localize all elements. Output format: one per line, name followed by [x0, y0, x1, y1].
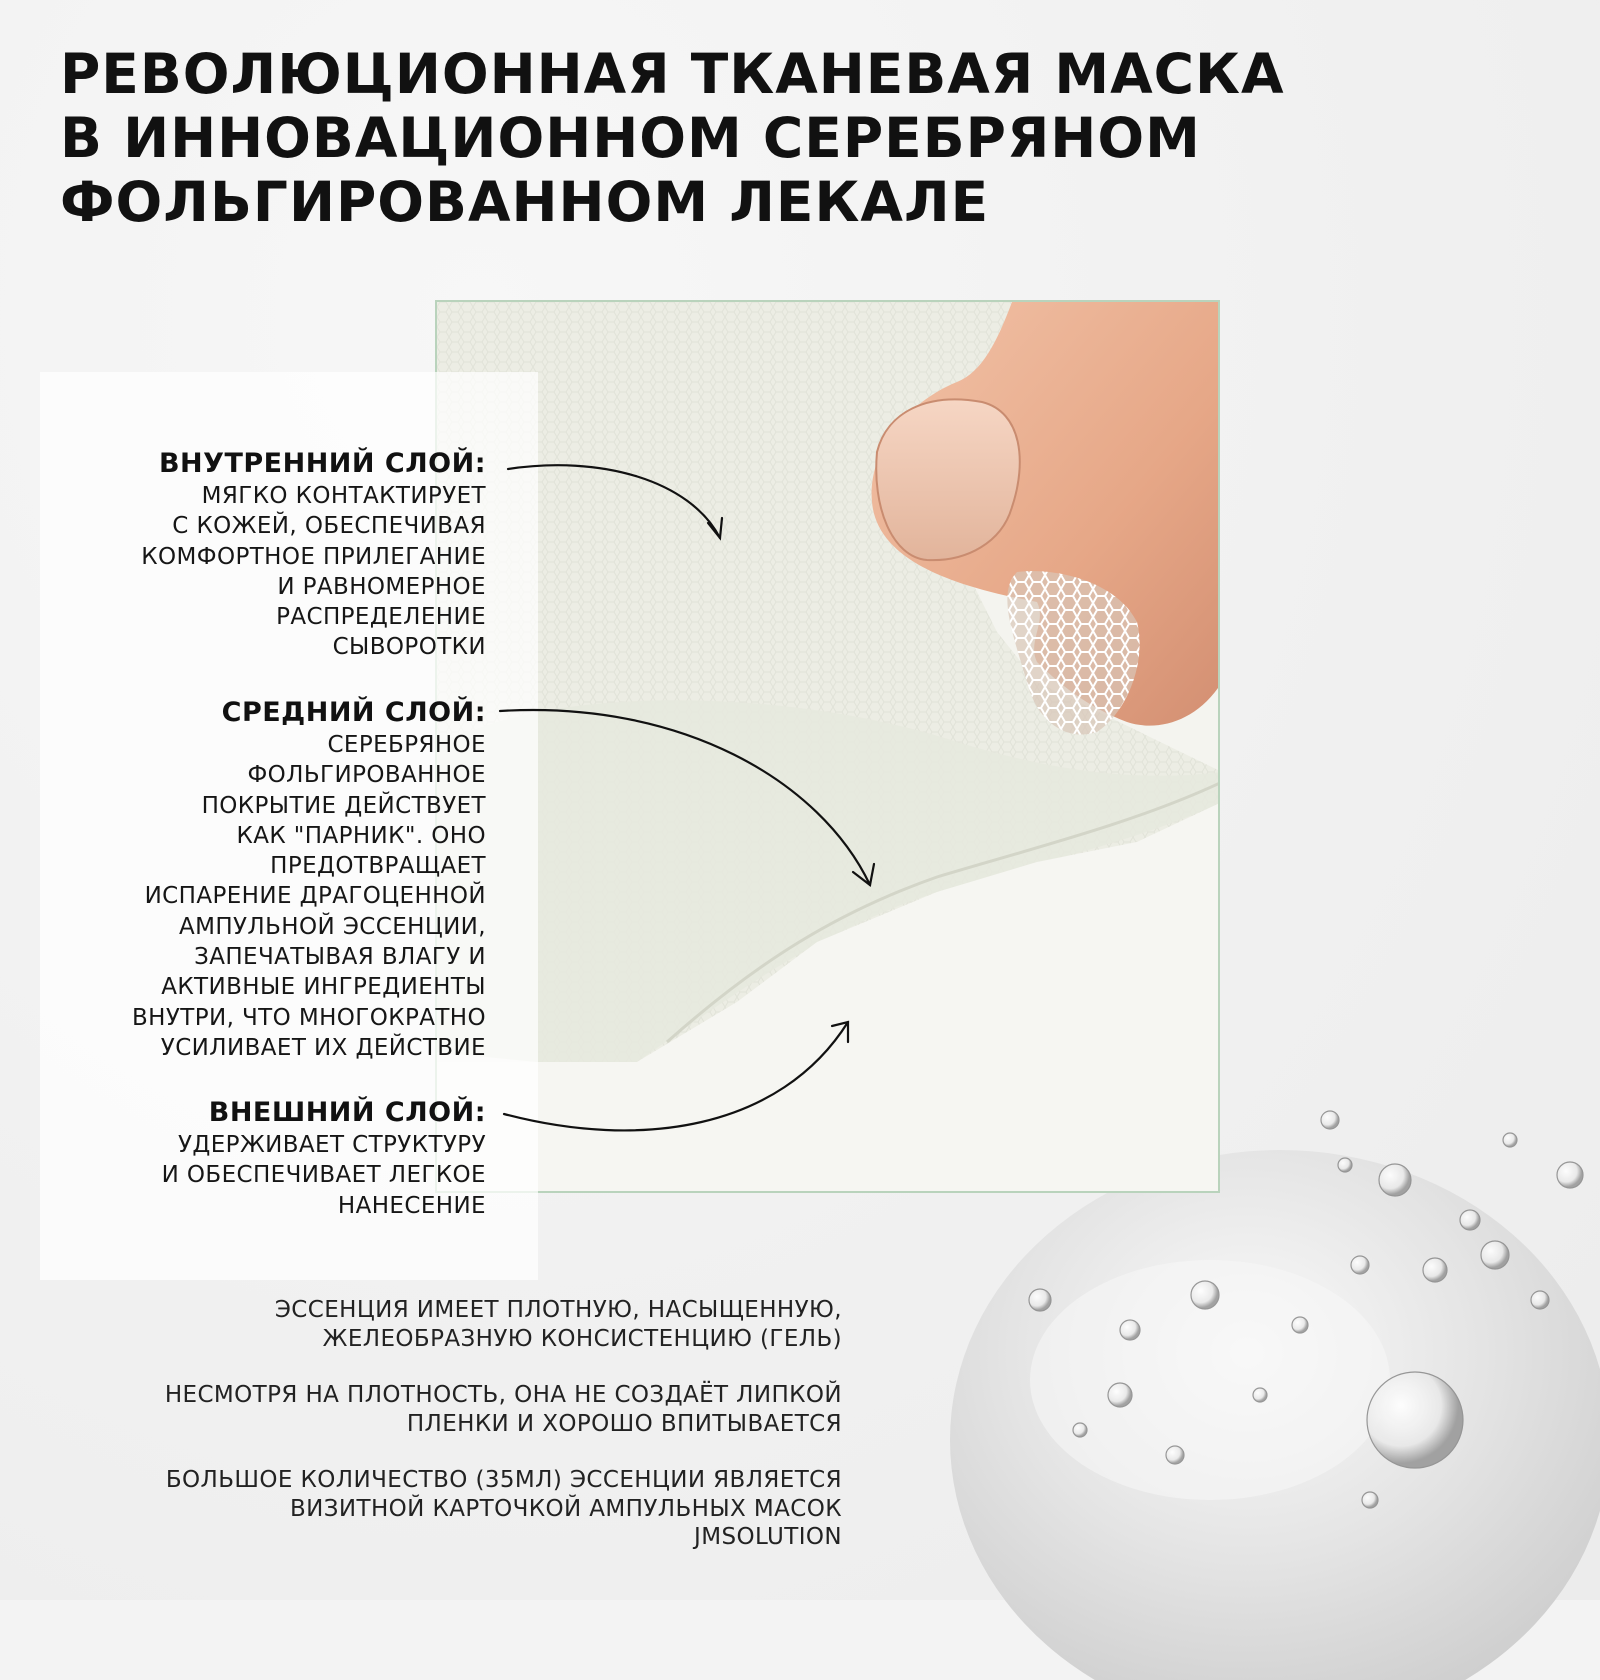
- note-consistency: ЭССЕНЦИЯ ИМЕЕТ ПЛОТНУЮ, НАСЫЩЕННУЮ, ЖЕЛЕОБРАЗНУЮ КОНСИСТЕНЦИЮ (ГЕЛЬ): [274, 1297, 842, 1352]
- title-line-2: В ИННОВАЦИОННОМ СЕРЕБРЯНОМ: [60, 106, 1201, 170]
- title-line-3: ФОЛЬГИРОВАННОМ ЛЕКАЛЕ: [60, 170, 990, 234]
- middle-layer-block: [46, 696, 486, 1063]
- mask-photo-frame: [435, 300, 1220, 1193]
- essence-notes: [82, 1296, 842, 1580]
- inner-layer-title: ВНУТРЕННИЙ СЛОЙ:: [158, 448, 486, 479]
- inner-layer-description: МЯГКО КОНТАКТИРУЕТ С КОЖЕЙ, ОБЕСПЕЧИВАЯ КОМФОРТНОЕ ПРИЛЕГАНИЕ И РАВНОМЕРНОЕ РАСПРЕДЕЛЕНИЕ СЫВОРОТКИ: [141, 483, 486, 661]
- inner-layer-block: [46, 447, 486, 663]
- mask-layers-photo: [437, 302, 1220, 1193]
- outer-layer-title: ВНЕШНИЙ СЛОЙ:: [208, 1097, 486, 1128]
- middle-layer-description: СЕРЕБРЯНОЕ ФОЛЬГИРОВАННОЕ ПОКРЫТИЕ ДЕЙСТВУЕТ КАК "ПАРНИК". ОНО ПРЕДОТВРАЩАЕТ ИСПАРЕНИЕ ДРАГОЦЕННОЙ АМПУЛЬНОЙ ЭССЕНЦИИ, ЗАПЕЧАТЫВАЯ ВЛАГУ И АКТИВНЫЕ ИНГРЕДИЕНТЫ ВНУТРИ, ЧТО МНОГОКРАТНО УСИЛИВАЕТ ИХ ДЕЙСТВИЕ: [131, 732, 486, 1061]
- middle-layer-title: СРЕДНИЙ СЛОЙ:: [221, 697, 486, 728]
- note-absorption: НЕСМОТРЯ НА ПЛОТНОСТЬ, ОНА НЕ СОЗДАЁТ ЛИПКОЙ ПЛЕНКИ И ХОРОШО ВПИТЫВАЕТСЯ: [164, 1382, 842, 1437]
- outer-layer-block: [46, 1096, 486, 1221]
- note-volume: БОЛЬШОЕ КОЛИЧЕСТВО (35МЛ) ЭССЕНЦИИ ЯВЛЯЕТСЯ ВИЗИТНОЙ КАРТОЧКОЙ АМПУЛЬНЫХ МАСОК JMSOLUTION: [165, 1467, 842, 1550]
- title-line-1: РЕВОЛЮЦИОННАЯ ТКАНЕВАЯ МАСКА: [60, 42, 1285, 106]
- page-title: [60, 42, 1460, 234]
- outer-layer-description: УДЕРЖИВАЕТ СТРУКТУРУ И ОБЕСПЕЧИВАЕТ ЛЕГКОЕ НАНЕСЕНИЕ: [161, 1132, 486, 1219]
